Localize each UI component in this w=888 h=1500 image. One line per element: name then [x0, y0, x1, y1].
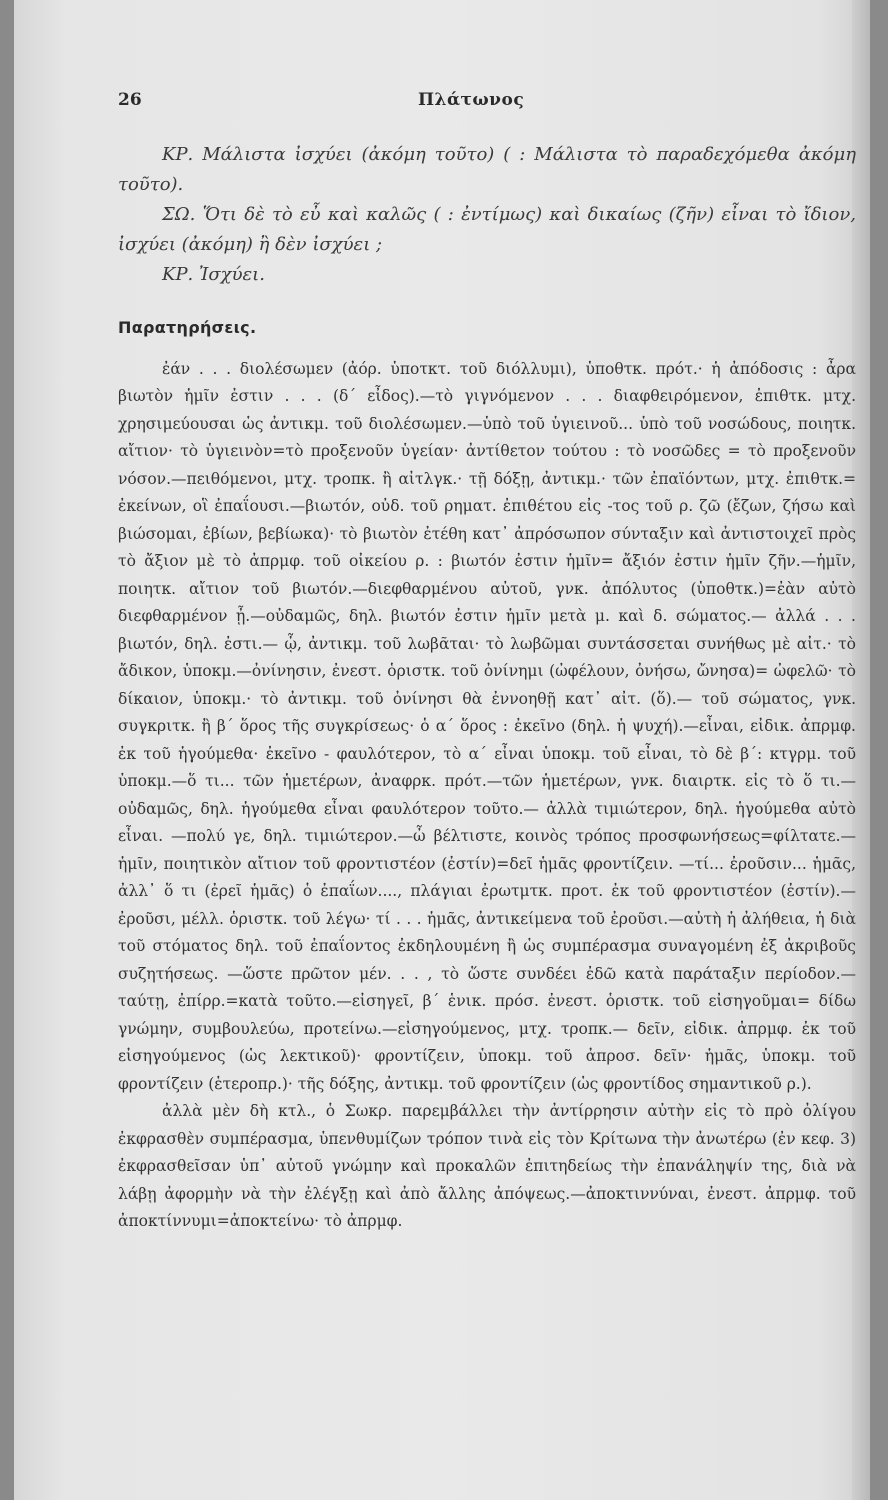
notes-body	[118, 356, 856, 1236]
page-text	[118, 140, 856, 1236]
book-page	[14, 0, 870, 1500]
running-title: Πλάτωνος	[418, 90, 525, 110]
notes-heading: Παρατηρήσεις.	[118, 318, 257, 337]
page-number: 26	[118, 90, 142, 110]
running-head	[118, 90, 830, 116]
dialogue-line: ΚΡ. Ἰσχύει.	[162, 264, 265, 285]
note-paragraph: ἀλλὰ μὲν δὴ κτλ., ὁ Σωκρ. παρεμβάλλει τὴν ἀντίρρησιν αὐτὴν εἰς τὸ πρὸ ὀλίγου ἐκφρασθὲν συμπέρασμα, ὑπενθυμίζων τρόπον τινὰ εἰς τὸν Κρίτωνα τὴν ἀνωτέρω (ἐν κεφ. 3) ἐκφρασθεῖσαν ὑπ᾿ αὐτοῦ γνώμην καὶ προκαλῶν ἐπιτηδείως τὴν ἐπανάληψίν της, διὰ νὰ λάβῃ ἀφορμὴν νὰ τὴν ἐλέγξῃ καὶ ἀπὸ ἄλλης ἀπόψεως.—ἀποκτιννύναι, ἐνεστ. ἀπρμφ. τοῦ ἀποκτίννυμι=ἀποκτείνω· τὸ ἀπρμφ.	[118, 1102, 856, 1230]
note-paragraph: ἐάν . . . διολέσωμεν (ἀόρ. ὑποτκτ. τοῦ διόλλυμι), ὑποθτκ. πρότ.· ἡ ἀπόδοσις : ἆρα βιωτὸν ἡμῖν ἐστιν . . . (δ΄ εἶδος).—τὸ γιγνόμενον . . . διαφθειρόμενον, ἐπιθτκ. μτχ. χρησιμεύουσαι ὡς ἀντικμ. τοῦ διολέσωμεν.—ὑπὸ τοῦ ὑγιεινοῦ... ὑπὸ τοῦ νοσώδους, ποιητκ. αἴτιον· τὸ ὑγιεινὸν=τὸ προξενοῦν ὑγείαν· ἀντίθετον τούτου : τὸ νοσῶδες = τὸ προξενοῦν νόσον.—πειθόμενοι, μτχ. τροπκ. ἢ αἰτλγκ.· τῇ δόξῃ, ἀντικμ.· τῶν ἐπαϊόντων, μτχ. ἐπιθτκ.= ἐκείνων, οἳ ἐπαΐουσι.—βιωτόν, οὐδ. τοῦ ρηματ. ἐπιθέτου εἰς -τος τοῦ ρ. ζῶ (ἔζων, ζήσω καὶ βιώσομαι, ἐβίων, βεβίωκα)· τὸ βιωτὸν ἐτέθη κατ᾿ ἀπρόσωπον σύνταξιν καὶ ἀντιστοιχεῖ πρὸς τὸ ἄξιον μὲ τὸ ἀπρμφ. τοῦ οἰκείου ρ. : βιωτόν ἐστιν ἡμῖν= ἄξιόν ἐστιν ἡμῖν ζῆν.—ἡμῖν, ποιητκ. αἴτιον τοῦ βιωτόν.—διεφθαρμένου αὐτοῦ, γνκ. ἀπόλυτος (ὑποθτκ.)=ἐὰν αὐτὸ διεφθαρμένον ᾖ.—οὐδαμῶς, δηλ. βιωτόν ἐστιν ἡμῖν μετὰ μ. καὶ δ. σώματος.— ἀλλά . . . βιωτόν, δηλ. ἐστι.— ᾧ, ἀντικμ. τοῦ λωβᾶται· τὸ λωβῶμαι συντάσσεται συνήθως μὲ αἰτ.· τὸ ἄδικον, ὑποκμ.—ὀνίνησιν, ἐνεστ. ὁριστκ. τοῦ ὀνίνημι (ὠφέλουν, ὀνήσω, ὤνησα)= ὠφελῶ· τὸ δίκαιον, ὑποκμ.· τὸ ἀντικμ. τοῦ ὀνίνησι θὰ ἐννοηθῇ κατ᾿ αἰτ. (ὅ).— τοῦ σώματος, γνκ. συγκριτκ. ἢ β΄ ὅρος τῆς συγκρίσεως· ὁ α΄ ὅρος : ἐκεῖνο (δηλ. ἡ ψυχή).—εἶναι, εἰδικ. ἀπρμφ. ἐκ τοῦ ἡγούμεθα· ἐκεῖνο - φαυλότερον, τὸ α΄ εἶναι ὑποκμ. τοῦ εἶναι, τὸ δὲ β΄: κτγρμ. τοῦ ὑποκμ.—ὅ τι... τῶν ἡμετέρων, ἀναφρκ. πρότ.—τῶν ἡμετέρων, γνκ. διαιρτκ. εἰς τὸ ὅ τι.—οὐδαμῶς, δηλ. ἡγούμεθα εἶναι φαυλότερον τοῦτο.— ἀλλὰ τιμιώτερον, δηλ. ἡγούμεθα αὐτὸ εἶναι. —πολύ γε, δηλ. τιμιώτερον.—ὦ βέλτιστε, κοινὸς τρόπος προσφωνήσεως=φίλτατε.—ἡμῖν, ποιητικὸν αἴτιον τοῦ φροντιστέον (ἐστίν)=δεῖ ἡμᾶς φροντίζειν. —τί... ἐροῦσιν... ἡμᾶς, ἀλλ᾿ ὅ τι (ἐρεῖ ἡμᾶς) ὁ ἐπαΐων...., πλάγιαι ἐρωτμτκ. προτ. ἐκ τοῦ φροντιστέον (ἐστίν).— ἐροῦσι, μέλλ. ὁριστκ. τοῦ λέγω· τί . . . ἡμᾶς, ἀντικείμενα τοῦ ἐροῦσι.—αὐτὴ ἡ ἀλήθεια, ἡ διὰ τοῦ στόματος δηλ. τοῦ ἐπαΐοντος ἐκδηλουμένη ἢ ὡς συμπέρασμα συναγομένη ἐξ ἀκριβοῦς συζητήσεως. —ὥστε πρῶτον μέν. . . , τὸ ὥστε συνδέει ἐδῶ κατὰ παράταξιν περίοδον.—ταύτῃ, ἐπίρρ.=κατὰ τοῦτο.—εἰσηγεῖ, β΄ ἑνικ. πρόσ. ἐνεστ. ὁριστκ. τοῦ εἰσηγοῦμαι= δίδω γνώμην, συμβουλεύω, προτείνω.—εἰσηγούμενος, μτχ. τροπκ.— δεῖν, εἰδικ. ἀπρμφ. ἐκ τοῦ εἰσηγούμενος (ὡς λεκτικοῦ)· φροντίζειν, ὑποκμ. τοῦ ἀπροσ. δεῖν· ἡμᾶς, ὑποκμ. τοῦ φροντίζειν (ἑτεροπρ.)· τῆς δόξης, ἀντικμ. τοῦ φροντίζειν (ὡς φροντίδος σημαντικοῦ ρ.).	[118, 359, 856, 1093]
dialogue-line: ΚΡ. Μάλιστα ἰσχύει (ἀκόμη τοῦτο) ( : Μάλιστα τὸ παραδεχόμεθα ἀκόμη τοῦτο).	[118, 144, 856, 195]
dialogue-line: ΣΩ. Ὅτι δὲ τὸ εὖ καὶ καλῶς ( : ἐντίμως) καὶ δικαίως (ζῆν) εἶναι τὸ ἴδιον, ἰσχύει (ἀκόμη) ἢ δὲν ἰσχύει ;	[118, 204, 856, 255]
